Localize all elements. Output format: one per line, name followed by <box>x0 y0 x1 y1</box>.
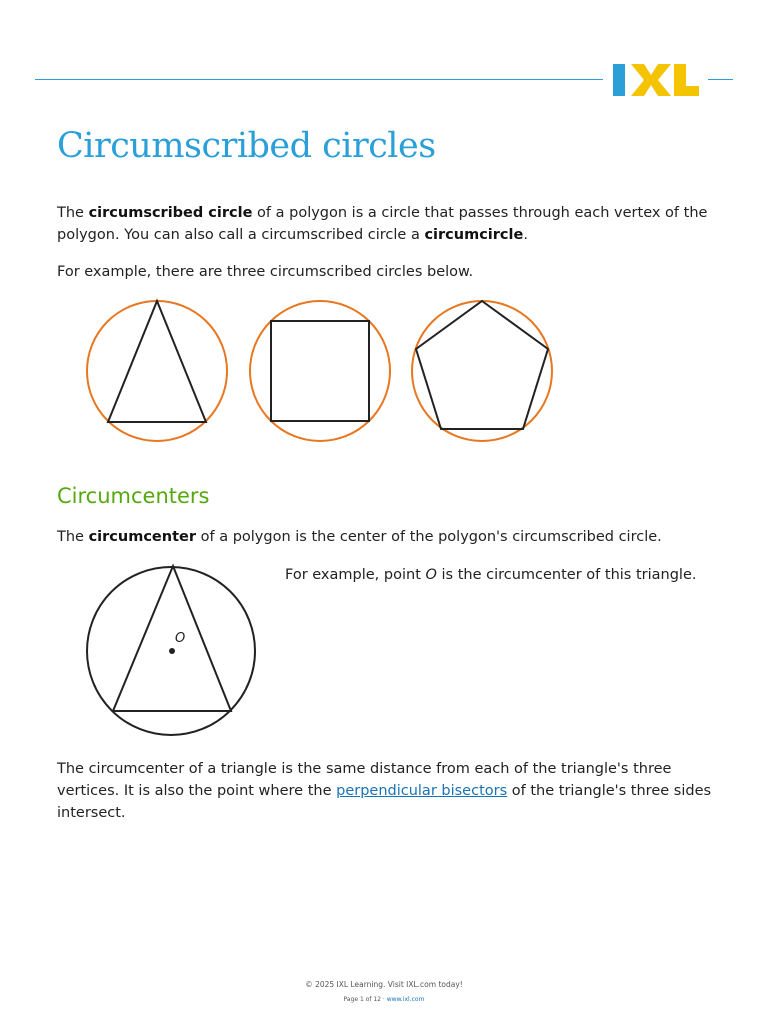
section-heading-circumcenters: Circumcenters <box>57 484 210 508</box>
perpendicular-bisectors-link[interactable]: perpendicular bisectors <box>336 783 508 799</box>
ixl-logo <box>611 63 701 97</box>
footer-copyright: © 2025 IXL Learning. Visit IXL.com today! <box>305 980 463 989</box>
circumcenter-point-label: O <box>175 631 186 646</box>
intro-definition: The circumscribed circle of a polygon is a circle that passes through each vertex of the polygon. You can also call a circumscribed circle a circumcircle. <box>57 205 708 243</box>
header-rule-right <box>708 79 733 80</box>
figure-circumscribed-square <box>249 298 391 444</box>
figure-circumcenter-triangle <box>86 563 258 739</box>
footer-page-info: Page 1 of 12 · www.ixl.com <box>343 996 425 1003</box>
circumcenter-point <box>169 648 175 654</box>
figure-circumscribed-triangle <box>86 298 228 444</box>
circumcenter-closing: The circumcenter of a triangle is the same distance from each of the triangle's three vertices. It is also the point where the perpendicular bisectors of the triangle's three sides intersect. <box>57 761 712 821</box>
logo-letter-l <box>674 64 699 96</box>
header-rule-left <box>35 79 603 80</box>
figure-circumscribed-pentagon <box>411 298 553 444</box>
page-title: Circumscribed circles <box>57 126 436 166</box>
logo-letter-x <box>631 64 671 96</box>
logo-letter-i <box>613 64 625 96</box>
intro-example: For example, there are three circumscribed circles below. <box>57 264 474 280</box>
circumcenter-example: For example, point O is the circumcenter of this triangle. <box>285 567 697 583</box>
term-circumscribed-circle: circumscribed circle <box>88 205 253 221</box>
term-circumcircle: circumcircle <box>424 227 524 243</box>
point-o-label-inline: O <box>425 567 437 583</box>
circumcenter-definition: The circumcenter of a polygon is the center of the polygon's circumscribed circle. <box>57 529 662 545</box>
term-circumcenter: circumcenter <box>88 529 196 545</box>
footer-site-link[interactable]: www.ixl.com <box>386 996 425 1003</box>
